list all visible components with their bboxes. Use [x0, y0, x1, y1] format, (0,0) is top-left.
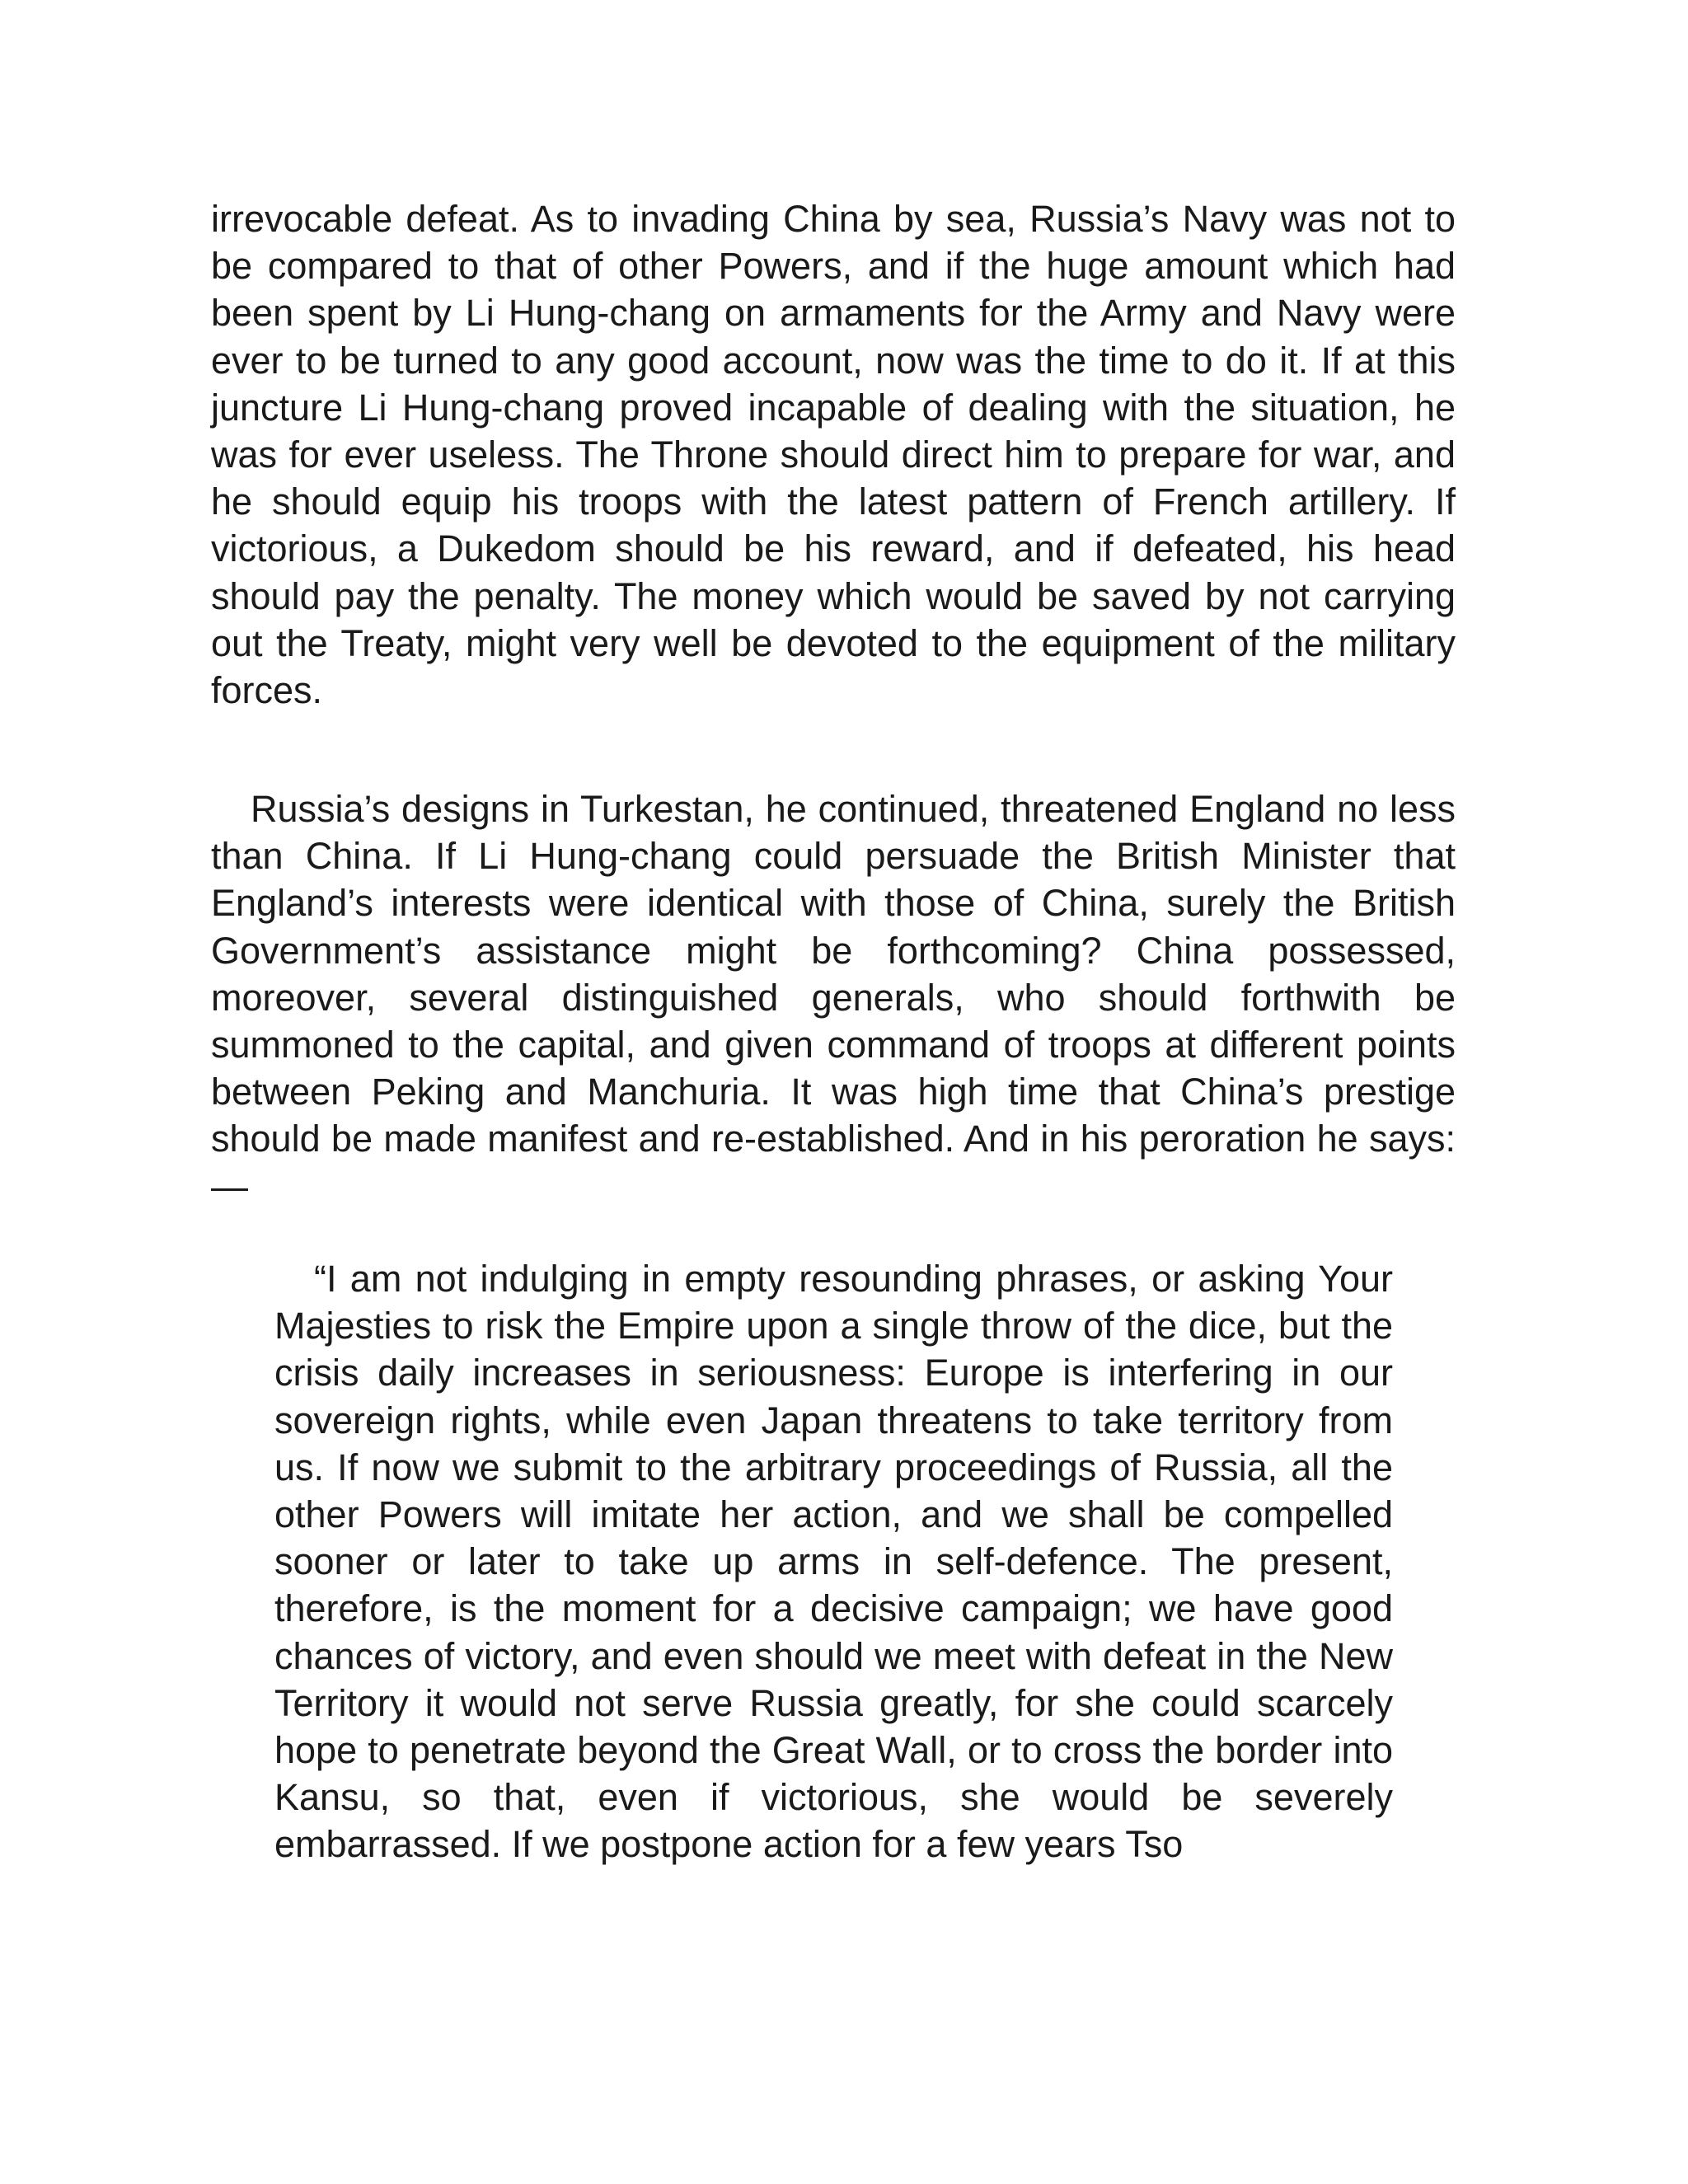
- block-quote: “I am not indulging in empty resounding phrases, or asking Your Majesties to risk the Empire upon a single throw of the dice, but the crisis daily increases in seriousness: Europe is interfering in our sovereign rights, while even Japan threatens to take territory from us. If now we submit to the arbitrary proceedings of Russia, all the other Powers will imitate her action, and we shall be compelled sooner or later to take up arms in self-defence. The present, therefore, is the moment for a decisive campaign; we have good chances of victory, and even should we meet with defeat in the New Territory it would not serve Russia greatly, for she could scarcely hope to penetrate beyond the Great Wall, or to cross the border into Kansu, so that, even if victorious, she would be severely embarrassed. If we postpone action for a few years Tso: [274, 1258, 1393, 1866]
- body-paragraph-1: irrevocable defeat. As to invading China by sea, Russia’s Navy was not to be compared to that of other Powers, and if the huge amount which had been spent by Li Hung-chang on armaments for the Army and Navy were ever to be turned to any good account, now was the time to do it. If at this juncture Li Hung-chang proved incapable of dealing with the situation, he was for ever useless. The Throne should direct him to prepare for war, and he should equip his troops with the latest pattern of French artillery. If victorious, a Dukedom should be his reward, and if defeated, his head should pay the penalty. The money which would be saved by not carrying out the Treaty, might very well be devoted to the equipment of the military forces.: [211, 198, 1456, 712]
- body-paragraph-2: Russia’s designs in Turkestan, he continued, threatened England no less than China. If Li Hung-chang could persuade the British Minister that England’s interests were identical with those of China, surely the British Government’s assistance might be forthcoming? China possessed, moreover, several distinguished generals, who should forthwith be summoned to the capital, and given command of troops at different points between Peking and Manchuria. It was high time that China’s prestige should be made manifest and re-established. And in his peroration he says:—: [211, 788, 1456, 1207]
